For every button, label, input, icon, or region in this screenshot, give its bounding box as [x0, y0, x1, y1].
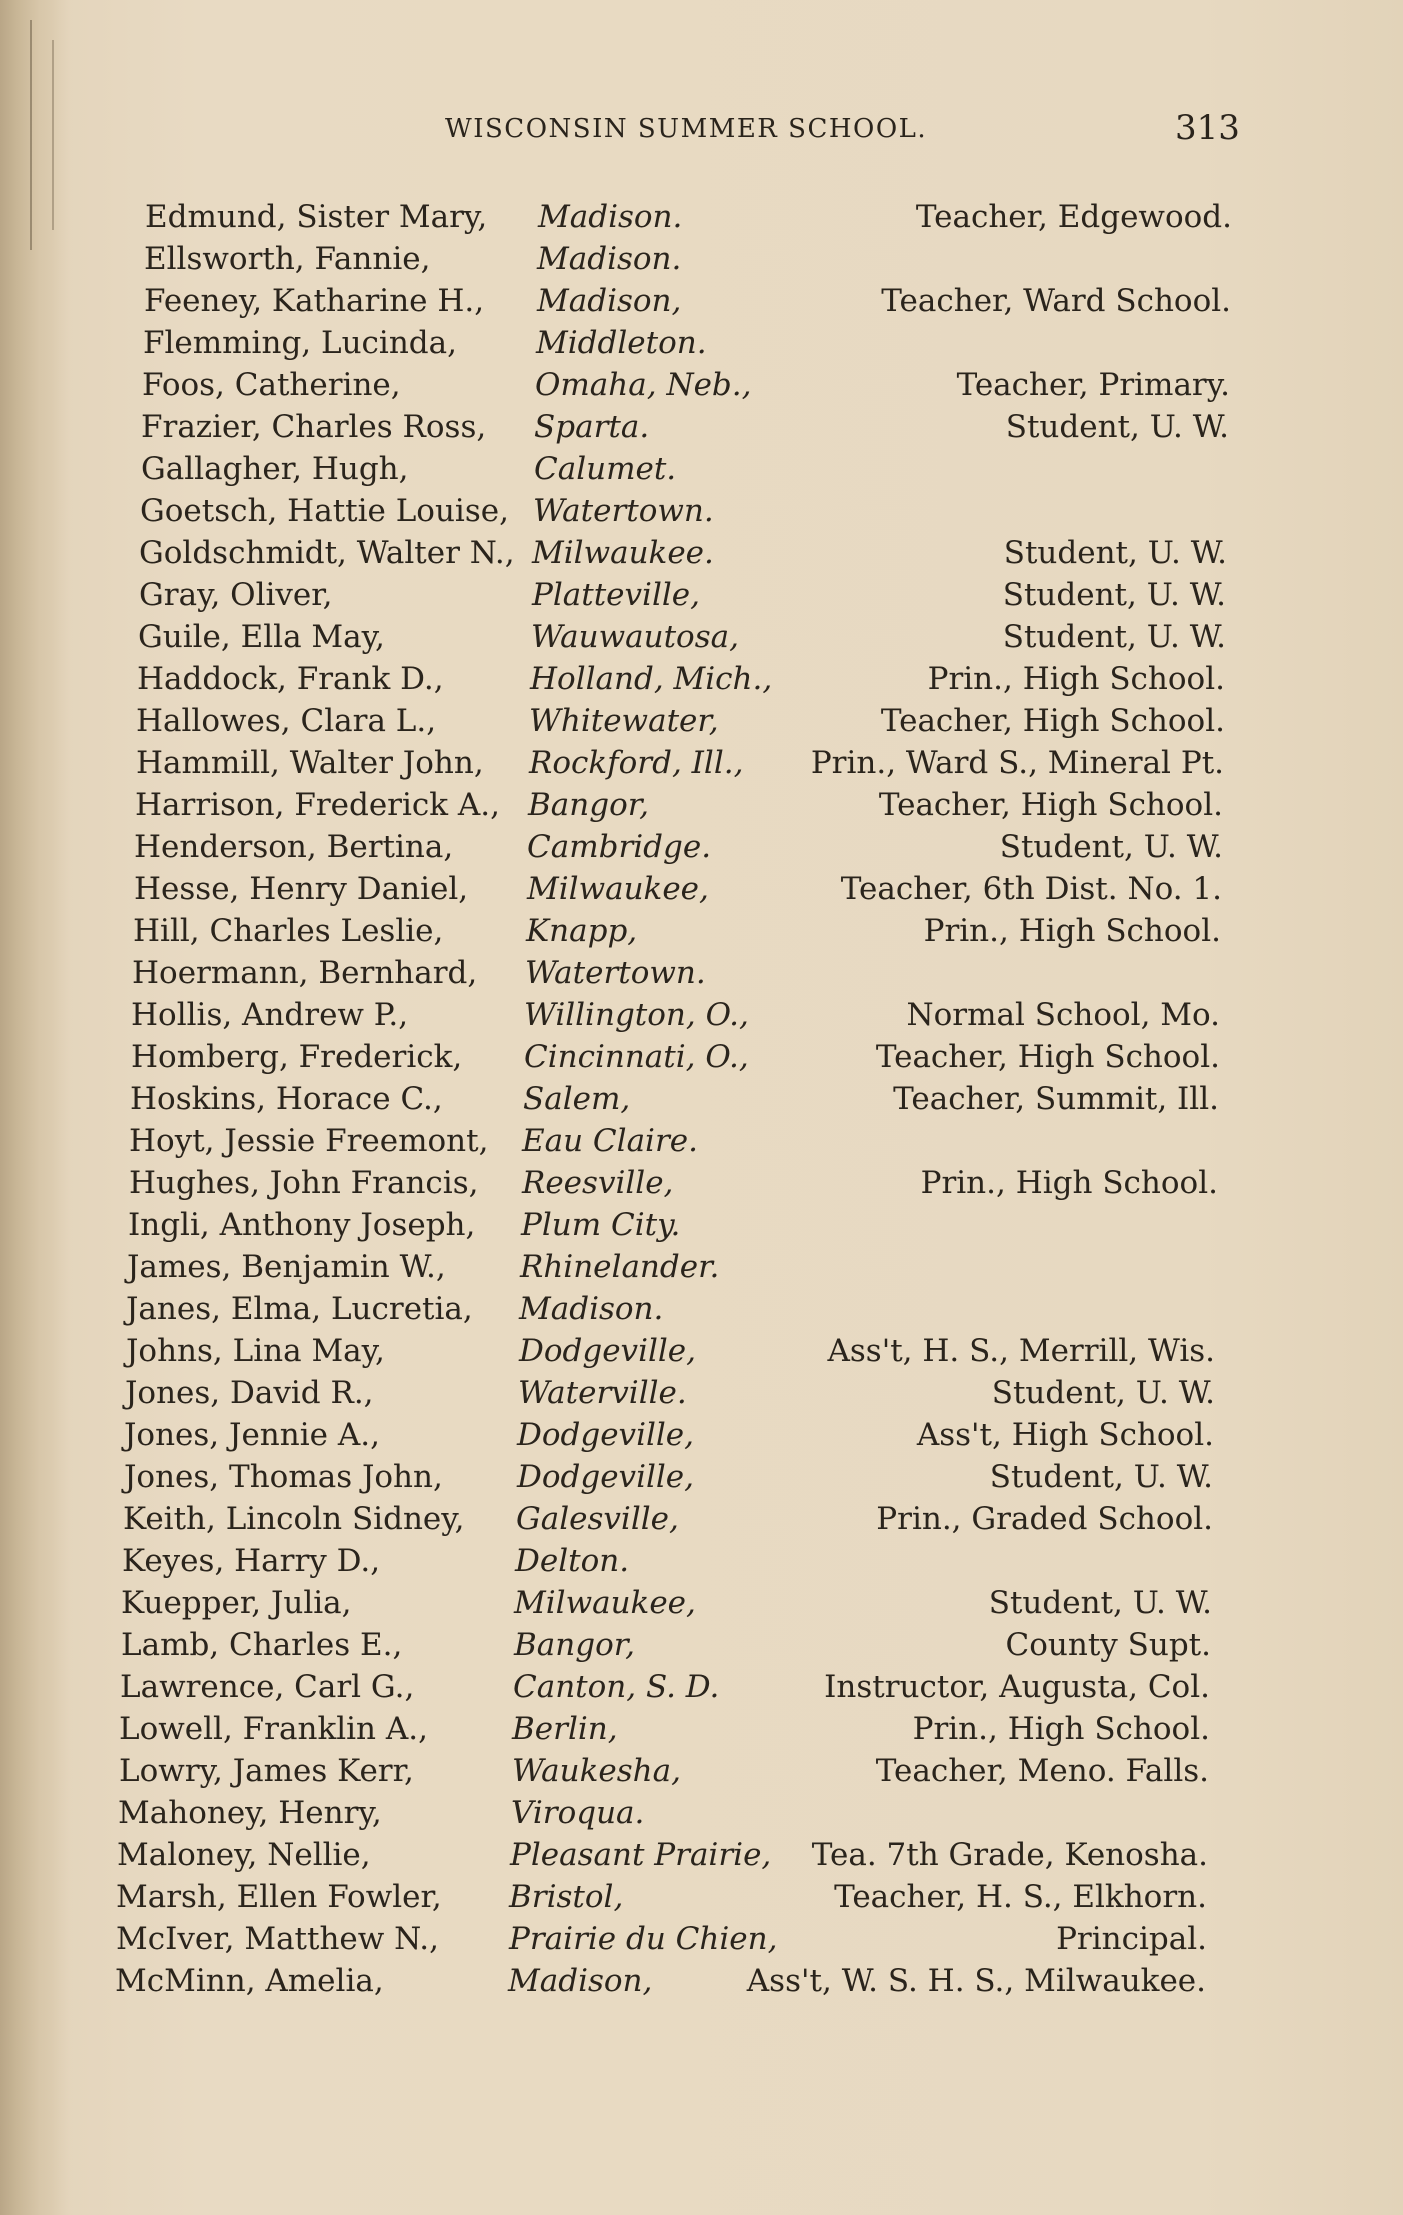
student-place: Waukesha, [512, 1753, 681, 1789]
list-item [0, 1288, 1403, 1330]
student-occupation: Teacher, 6th Dist. No. 1. [840, 871, 1222, 907]
list-item [0, 322, 1403, 364]
student-name: Foos, Catherine, [142, 367, 401, 403]
student-name: Hallowes, Clara L., [136, 703, 437, 739]
student-place: Omaha, Neb., [535, 367, 752, 403]
student-name: Ellsworth, Fannie, [144, 241, 431, 277]
list-item [0, 1960, 1403, 2002]
list-item [0, 406, 1403, 448]
student-name: Lamb, Charles E., [121, 1627, 403, 1663]
student-place: Madison. [537, 241, 682, 277]
student-place: Watertown. [525, 955, 706, 991]
list-item [0, 1120, 1403, 1162]
student-place: Whitewater, [529, 703, 719, 739]
student-name: McMinn, Amelia, [115, 1963, 384, 1999]
list-item [0, 574, 1403, 616]
student-name: Hammill, Walter John, [136, 745, 484, 781]
student-occupation: Student, U. W. [1003, 535, 1227, 571]
list-item [0, 1708, 1403, 1750]
student-occupation: Student, U. W. [1002, 619, 1226, 655]
list-item [0, 1876, 1403, 1918]
student-place: Rhinelander. [520, 1249, 720, 1285]
student-name: Frazier, Charles Ross, [141, 409, 487, 445]
student-place: Cincinnati, O., [524, 1039, 749, 1075]
student-occupation: Prin., High School. [927, 661, 1225, 697]
student-place: Madison, [537, 283, 682, 319]
list-item [0, 742, 1403, 784]
student-place: Madison. [538, 199, 683, 235]
student-place: Eau Claire. [522, 1123, 698, 1159]
student-occupation: Teacher, High School. [875, 1039, 1220, 1075]
student-name: Maloney, Nellie, [117, 1837, 371, 1873]
student-occupation: Ass't, High School. [916, 1417, 1214, 1453]
student-place: Bangor, [528, 787, 650, 823]
student-occupation: Instructor, Augusta, Col. [824, 1669, 1210, 1705]
student-place: Plum City. [521, 1207, 681, 1243]
list-item [0, 784, 1403, 826]
student-place: Wauwautosa, [531, 619, 739, 655]
student-name: Goldschmidt, Walter N., [139, 535, 515, 571]
student-place: Pleasant Prairie, [510, 1837, 772, 1873]
student-name: Hoermann, Bernhard, [132, 955, 478, 991]
student-listing [0, 196, 1403, 2002]
student-name: Keyes, Harry D., [122, 1543, 381, 1579]
student-occupation: Teacher, Meno. Falls. [875, 1753, 1209, 1789]
list-item [0, 490, 1403, 532]
student-place: Knapp, [526, 913, 638, 949]
student-name: Jones, Thomas John, [124, 1459, 443, 1495]
student-name: Hoskins, Horace C., [130, 1081, 443, 1117]
student-occupation: Student, U. W. [1005, 409, 1229, 445]
page-number: 313 [1175, 108, 1240, 148]
student-name: Flemming, Lucinda, [143, 325, 457, 361]
student-occupation: Student, U. W. [989, 1459, 1213, 1495]
student-occupation: Teacher, Ward School. [881, 283, 1231, 319]
list-item [0, 1036, 1403, 1078]
student-name: Janes, Elma, Lucretia, [126, 1291, 473, 1327]
running-head: WISCONSIN SUMMER SCHOOL. [445, 114, 928, 144]
list-item [0, 364, 1403, 406]
student-place: Cambridge. [527, 829, 712, 865]
student-place: Rockford, Ill., [529, 745, 744, 781]
list-item [0, 868, 1403, 910]
student-place: Dodgeville, [517, 1417, 695, 1453]
list-item [0, 1330, 1403, 1372]
student-name: Hollis, Andrew P., [131, 997, 409, 1033]
student-place: Salem, [523, 1081, 631, 1117]
student-name: Jones, Jennie A., [124, 1417, 380, 1453]
student-place: Dodgeville, [517, 1459, 695, 1495]
student-name: McIver, Matthew N., [116, 1921, 440, 1957]
student-occupation: Ass't, H. S., Merrill, Wis. [827, 1333, 1215, 1369]
list-item [0, 532, 1403, 574]
student-occupation: Normal School, Mo. [906, 997, 1220, 1033]
list-item [0, 1666, 1403, 1708]
list-item [0, 826, 1403, 868]
student-occupation: Student, U. W. [999, 829, 1223, 865]
student-occupation: Prin., High School. [920, 1165, 1218, 1201]
list-item [0, 1624, 1403, 1666]
list-item [0, 910, 1403, 952]
student-place: Delton. [515, 1543, 630, 1579]
student-occupation: Tea. 7th Grade, Kenosha. [811, 1837, 1208, 1873]
student-place: Milwaukee, [527, 871, 709, 907]
student-name: Hoyt, Jessie Freemont, [129, 1123, 489, 1159]
student-place: Willington, O., [524, 997, 749, 1033]
student-occupation: Student, U. W. [991, 1375, 1215, 1411]
list-item [0, 1582, 1403, 1624]
student-name: Guile, Ella May, [138, 619, 385, 655]
student-name: Feeney, Katharine H., [144, 283, 485, 319]
list-item [0, 280, 1403, 322]
student-name: Harrison, Frederick A., [135, 787, 501, 823]
student-name: Johns, Lina May, [126, 1333, 385, 1369]
student-name: Hill, Charles Leslie, [133, 913, 444, 949]
student-occupation: Prin., Graded School. [876, 1501, 1213, 1537]
student-occupation: Ass't, W. S. H. S., Milwaukee. [746, 1963, 1206, 1999]
student-place: Berlin, [512, 1711, 618, 1747]
list-item [0, 994, 1403, 1036]
student-occupation: Teacher, High School. [878, 787, 1223, 823]
student-place: Canton, S. D. [513, 1669, 720, 1705]
student-place: Reesville, [522, 1165, 674, 1201]
student-name: Edmund, Sister Mary, [145, 199, 488, 235]
student-name: Lowry, James Kerr, [119, 1753, 414, 1789]
student-name: Marsh, Ellen Fowler, [116, 1879, 442, 1915]
list-item [0, 1372, 1403, 1414]
student-occupation: Teacher, High School. [880, 703, 1225, 739]
student-occupation: Teacher, Edgewood. [915, 199, 1232, 235]
student-name: Jones, David R., [125, 1375, 374, 1411]
student-name: Gallagher, Hugh, [141, 451, 409, 487]
student-name: Ingli, Anthony Joseph, [128, 1207, 476, 1243]
list-item [0, 196, 1403, 238]
list-item [0, 700, 1403, 742]
student-place: Madison. [519, 1291, 664, 1327]
list-item [0, 448, 1403, 490]
student-occupation: County Supt. [1005, 1627, 1211, 1663]
student-place: Madison, [508, 1963, 653, 1999]
student-occupation: Teacher, Summit, Ill. [893, 1081, 1219, 1117]
list-item [0, 238, 1403, 280]
student-occupation: Student, U. W. [988, 1585, 1212, 1621]
student-occupation: Principal. [1056, 1921, 1207, 1957]
student-occupation: Teacher, Primary. [956, 367, 1230, 403]
student-place: Calumet. [534, 451, 677, 487]
list-item [0, 1078, 1403, 1120]
student-name: Haddock, Frank D., [137, 661, 444, 697]
list-item [0, 952, 1403, 994]
student-name: Lawrence, Carl G., [120, 1669, 415, 1705]
student-name: Henderson, Bertina, [134, 829, 454, 865]
list-item [0, 1498, 1403, 1540]
page-header [0, 108, 1403, 148]
list-item [0, 1750, 1403, 1792]
student-place: Platteville, [532, 577, 700, 613]
student-place: Milwaukee, [514, 1585, 696, 1621]
student-name: Homberg, Frederick, [131, 1039, 463, 1075]
student-occupation: Student, U. W. [1002, 577, 1226, 613]
student-name: Lowell, Franklin A., [119, 1711, 428, 1747]
list-item [0, 1834, 1403, 1876]
list-item [0, 616, 1403, 658]
list-item [0, 1540, 1403, 1582]
student-place: Viroqua. [511, 1795, 645, 1831]
student-place: Bangor, [514, 1627, 636, 1663]
student-name: Keith, Lincoln Sidney, [123, 1501, 465, 1537]
student-place: Dodgeville, [519, 1333, 697, 1369]
student-place: Holland, Mich., [530, 661, 773, 697]
student-place: Waterville. [518, 1375, 687, 1411]
student-place: Middleton. [536, 325, 707, 361]
list-item [0, 1246, 1403, 1288]
student-name: Gray, Oliver, [139, 577, 333, 613]
list-item [0, 1204, 1403, 1246]
list-item [0, 1918, 1403, 1960]
student-name: Goetsch, Hattie Louise, [140, 493, 509, 529]
student-name: Kuepper, Julia, [121, 1585, 352, 1621]
student-place: Bristol, [509, 1879, 624, 1915]
student-place: Milwaukee. [532, 535, 714, 571]
student-place: Sparta. [534, 409, 650, 445]
student-occupation: Prin., Ward S., Mineral Pt. [810, 745, 1224, 781]
student-occupation: Teacher, H. S., Elkhorn. [834, 1879, 1207, 1915]
student-occupation: Prin., High School. [923, 913, 1221, 949]
list-item [0, 1456, 1403, 1498]
student-name: Mahoney, Henry, [118, 1795, 382, 1831]
student-place: Galesville, [516, 1501, 679, 1537]
student-name: James, Benjamin W., [127, 1249, 446, 1285]
student-place: Watertown. [533, 493, 714, 529]
list-item [0, 1414, 1403, 1456]
list-item [0, 1792, 1403, 1834]
list-item [0, 1162, 1403, 1204]
student-name: Hesse, Henry Daniel, [134, 871, 469, 907]
list-item [0, 658, 1403, 700]
student-place: Prairie du Chien, [509, 1921, 778, 1957]
student-name: Hughes, John Francis, [129, 1165, 479, 1201]
student-occupation: Prin., High School. [912, 1711, 1210, 1747]
